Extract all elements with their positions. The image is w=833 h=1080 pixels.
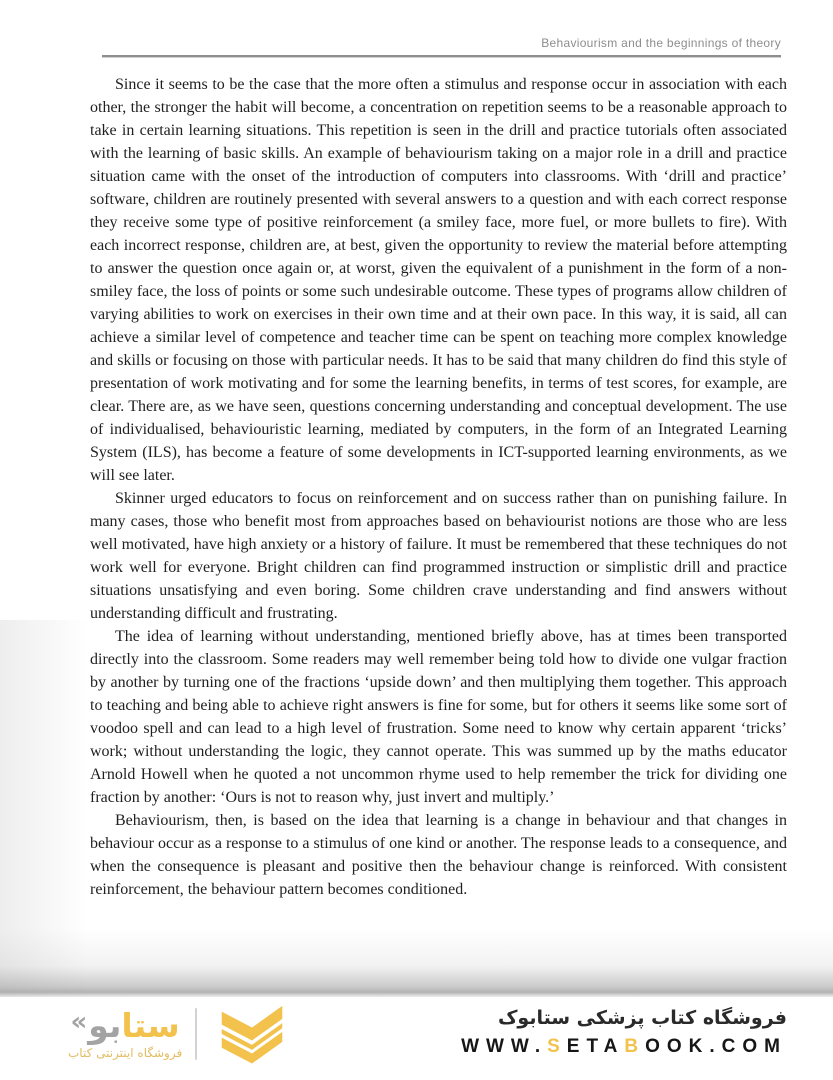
running-header: Behaviourism and the beginnings of theory (541, 36, 781, 50)
body-paragraph: Since it seems to be the case that the more often a stimulus and response occur in association with each other, the stronger the habit will become, a concentration on repetition seems to be a reasonable approach to take in certain learning situations. This repetition is seen in the drill and practice tutorials often associated with the learning of basic skills. An example of behaviourism taking on a major role in a drill and practice situation came with the onset of the introduction of computers into classrooms. With ‘drill and practice’ software, children are routinely presented with several answers to a question and with each correct response they receive some type of positive reinforcement (a smiley face, more fuel, or more bullets to fire). With each incorrect response, children are, at best, given the opportunity to review the material before attempting to answer the question once again or, at worst, given the equivalent of a punishment in the form of a non-smiley face, the loss of points or some such undesirable outcome. These types of programs allow children of varying abilities to work on exercises in their own time and at their own pace. In this way, it is said, all can achieve a similar level of competence and teacher time can be spent on teaching more complex knowledge and skills or focusing on those with particular needs. It has to be said that many children do find this style of presentation of work motivating and for some the learning benefits, in terms of test scores, for example, are clear. There are, as we have seen, questions concerning understanding and conceptual development. The use of individualised, behaviouristic learning, mediated by computers, in the form of an Integrated Learning System (ILS), has become a feature of some developments in ICT-supported learning environments, as we will see later. (90, 76, 787, 484)
url-segment: OOK.COM (645, 1036, 787, 1057)
logo-wordmark-gray: بو (88, 1005, 122, 1045)
website-url (461, 1036, 787, 1058)
page-left-shading (0, 620, 88, 997)
logo-kaf-glyph: « (70, 1007, 88, 1037)
store-title: فروشگاه کتاب پزشکی ستابوک (497, 1007, 787, 1029)
header-rule (102, 55, 781, 58)
url-segment-gold: B (624, 1036, 646, 1057)
logo-wordmark (70, 1005, 180, 1045)
footer-banner (0, 997, 833, 1080)
url-segment: WWW. (461, 1036, 548, 1057)
logo-divider (195, 1008, 197, 1060)
body-paragraph: Behaviourism, then, is based on the idea that learning is a change in behaviour and that changes in behaviour occur as a response to a stimulus of one kind or another. The response leads to a consequence, and when the consequence is pleasant and positive then the behaviour change is reinforced. With consistent reinforcement, the behaviour pattern becomes conditioned. (90, 812, 787, 898)
body-text (90, 73, 787, 901)
setabook-logo (68, 1003, 294, 1065)
url-segment-gold: S (547, 1036, 567, 1057)
url-segment: ETA (566, 1036, 625, 1057)
footer-right-group (461, 1007, 787, 1058)
body-paragraph: The idea of learning without understanding, mentioned briefly above, has at times been transported directly into the classroom. Some readers may well remember being told how to divide one vulgar fraction by another by turning one of the fractions ‘upside down’ and then multiplying them together. This approach to teaching and being able to achieve right answers is fine for some, but for others it seems like some sort of voodoo spell and can lead to a high level of frustration. Some need to know why certain apparent ‘tricks’ work; without understanding the logic, they cannot operate. This was summed up by the maths educator Arnold Howell when he quoted a not uncommon rhyme used to help remember the trick for dividing one fraction by another: ‘Ours is not to reason why, just invert and multiply.’ (90, 628, 787, 806)
body-paragraph: Skinner urged educators to focus on reinforcement and on success rather than on punishing failure. In many cases, those who benefit most from approaches based on behaviourist notions are those who are less well motivated, have high anxiety or a history of failure. It must be remembered that these techniques do not work well for everyone. Bright children can find programmed instruction or simplistic drill and practice situations unsatisfying and even boring. Some children crave understanding and find answers without understanding difficult and frustrating. (90, 490, 787, 622)
logo-wordmark-block (68, 1005, 183, 1060)
chevron-logo-icon (210, 1003, 294, 1065)
page-bottom-shadow (0, 928, 833, 997)
logo-wordmark-gold: ستا (121, 1005, 180, 1045)
logo-tagline: فروشگاه اینترنتی کتاب (68, 1045, 183, 1060)
